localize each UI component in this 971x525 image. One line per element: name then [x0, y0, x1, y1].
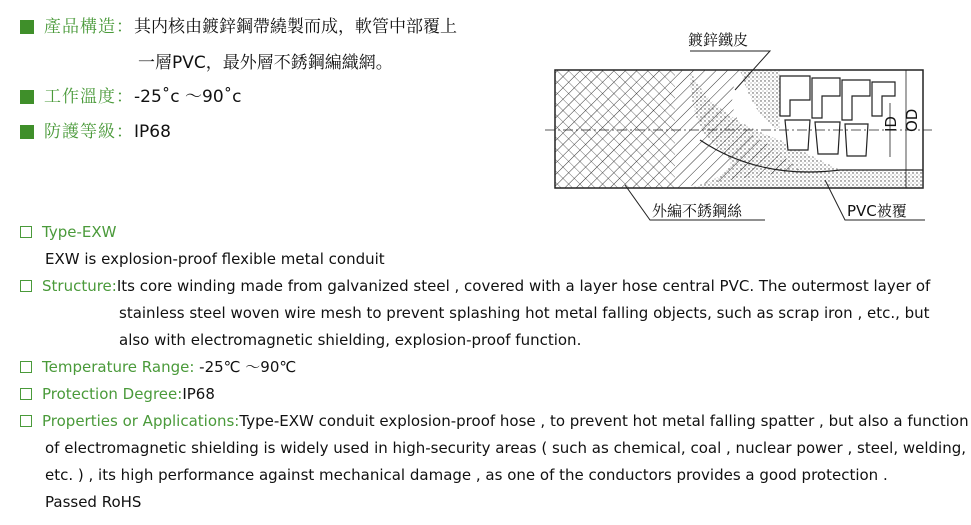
cn-protect-value: IP68 [134, 122, 171, 142]
hollow-square-bullet-icon [20, 415, 32, 427]
en-protect-value: IP68 [182, 385, 215, 403]
en-temp-label: Temperature Range: [42, 358, 200, 376]
hose-cross-section-diagram [540, 20, 940, 225]
hollow-square-bullet-icon [20, 388, 32, 400]
en-properties-text-1: Type-EXW conduit explosion-proof hose , to prevent hot metal falling spatter , but also a function [239, 412, 969, 430]
hollow-square-bullet-icon [20, 280, 32, 292]
en-structure-text-2: stainless steel woven wire mesh to prevent splashing hot metal falling objects, such as scrap iron , etc., but [119, 304, 930, 322]
en-rohs: Passed RoHS [45, 493, 142, 511]
green-square-bullet-icon [20, 125, 34, 139]
cn-protect-label: 防護等級： [44, 122, 134, 142]
en-structure-text-3: also with electromagnetic shielding, explosion-proof function. [119, 331, 582, 349]
braid-hatch-cross [555, 70, 675, 188]
green-square-bullet-icon [20, 90, 34, 104]
en-type-desc: EXW is explosion-proof flexible metal conduit [45, 250, 385, 268]
id-dimension-label: ID [882, 116, 900, 132]
cn-temp-label: 工作溫度： [44, 87, 134, 107]
label-stainless-braid: 外編不銹鋼絲 [652, 202, 743, 220]
en-temp-row [20, 357, 296, 377]
en-structure-text-1: Its core winding made from galvanized steel , covered with a layer hose central PVC. The outermost layer of [116, 277, 931, 295]
en-type-row [20, 222, 116, 242]
label-pvc-cover: PVC被覆 [847, 202, 907, 220]
cn-structure-label: 產品構造： [44, 17, 134, 37]
en-properties-row [20, 411, 969, 431]
hollow-square-bullet-icon [20, 226, 32, 238]
en-properties-label: Properties or Applications: [42, 412, 240, 430]
cn-structure-text: 其内核由鍍鋅鋼帶繞製而成，軟管中部覆上 [134, 17, 457, 37]
hollow-square-bullet-icon [20, 361, 32, 373]
en-temp-value: -25℃ ～90℃ [199, 358, 297, 376]
en-protect-row [20, 384, 215, 404]
en-type-label: Type-EXW [42, 223, 117, 241]
en-structure-row [20, 276, 930, 296]
green-square-bullet-icon [20, 20, 34, 34]
cn-structure-row [20, 16, 457, 38]
cn-protect-row [20, 121, 171, 143]
cn-temp-row [20, 86, 242, 108]
cn-temp-value: -25˚c ～90˚c [134, 87, 242, 107]
en-protect-label: Protection Degree: [42, 385, 183, 403]
cn-structure-text-2: 一層PVC，最外層不銹鋼編織網。 [138, 53, 393, 73]
hose-diagram-svg [540, 20, 940, 225]
od-dimension-label: OD [903, 108, 921, 132]
label-galvanized-steel: 鍍鋅鐵皮 [688, 31, 749, 49]
en-properties-text-3: etc. ) , its high performance against mechanical damage , as one of the conductors provides a good protection . [45, 466, 888, 484]
en-properties-text-2: of electromagnetic shielding is widely used in high-security areas ( such as chemical, coal , nuclear power , steel, welding, [45, 439, 967, 457]
en-structure-label: Structure: [42, 277, 117, 295]
